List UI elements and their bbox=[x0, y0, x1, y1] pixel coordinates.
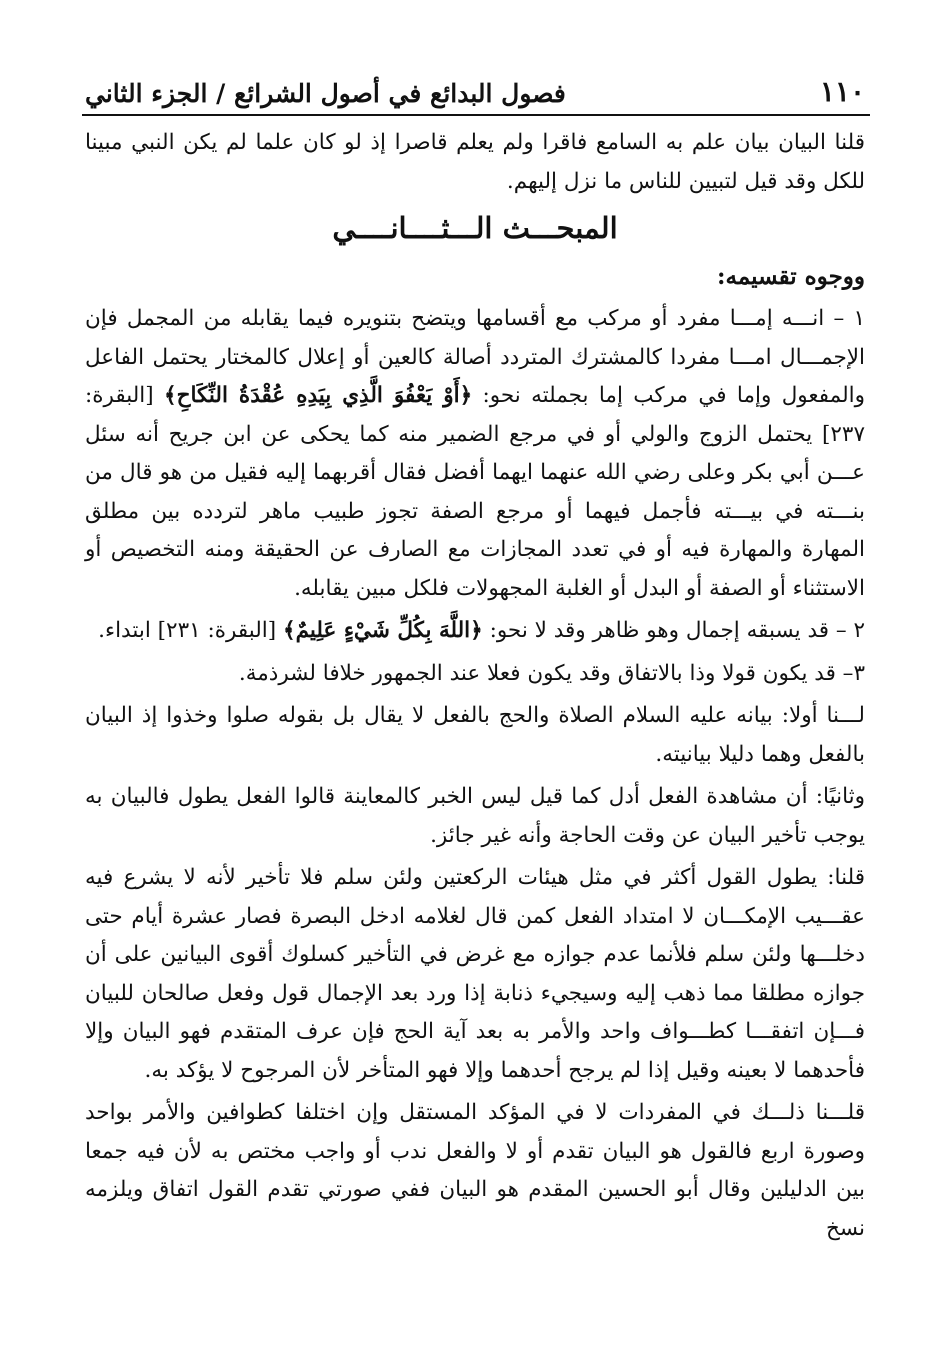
running-header bbox=[85, 58, 865, 108]
main-text bbox=[85, 124, 865, 1252]
running-title: فصول البدائع في أصول الشرائع / الجزء الثاني bbox=[85, 79, 566, 108]
quran-verse: ﴿أَوْ يَعْفُوَ الَّذِي بِيَدِهِ عُقْدَةُ النِّكَاحِ﴾ bbox=[164, 383, 473, 408]
paragraph-item-3: ٣– قد يكون قولا وذا بالاتفاق وقد يكون فعلا عند الجمهور خلافا لشرذمة. bbox=[238, 660, 865, 686]
subheading: ووجوه تقسيمه: bbox=[717, 262, 865, 290]
quran-verse: ﴿اللَّهَ بِكُلِّ شَيْءٍ عَلِيمٌ﴾ bbox=[283, 618, 483, 643]
text-run: [البقرة: ٢٣٧] يحتمل الزوج والولي أو في مرجع الضمير منه كما يحكى عن ابن جريح أنه سئل عـــن أبي بكر وعلى رضي الله عنهما ايهما أفضل فقال أقربهما إليه فقيل من هو قال من بنـــته في بيـــته فأجمل فيهما أو مرجع الصفة تجوز طبيب ماهر لتردده بين مطلق المهارة والمهارة فيه أو في تعدد المجازات مع الصارف عن الحقيقة ومنه التخصيص أو الاستثناء أو الصفة أو البدل أو الغلبة المجهولات فلكل مبين يقابله. bbox=[85, 383, 865, 601]
paragraph: قلنا البيان بيان علم به السامع فاقرا ولم يعلم قاصرا إذ لو كان علما لم يكن النبي مبينا للكل وقد قيل لتبيين للناس ما نزل إليهم. bbox=[85, 130, 865, 194]
paragraph: قلـــنا ذلـــك في المفردات لا في المؤكد المستقل وإن اختلفا كطوافين والأمر بواحد وصورة اربع فالقول هو البيان تقدم أو لا والفعل ندب أو واجب مختص به لأن فيه جمعا بين الدليلين وقال أبو الحسين المقدم هو البيان ففي صورتي تقدم القول اتفاق ويلزمه نسخ bbox=[85, 1100, 865, 1241]
paragraph-item-2 bbox=[85, 612, 865, 651]
text-run: ٢ – قد يسبقه إجمال وهو ظاهر وقد لا نحو: bbox=[482, 618, 865, 643]
paragraph: قلنا: يطول القول أكثر في مثل هيئات الركعتين ولئن سلم فلا تأخير لأنه لا يشرع فيه عقـــيب الإمكـــان لا امتداد الفعل كمن قال لغلامه ادخل البصرة فصار عشرة أيام حتى دخلـــها ولئن سلم فلأنما عدم جوازه مع غرض في التأخير كسلوك أقوى البيانين على أن جوازه مطلقا مما ذهب إليه وسيجيء ذنابة إذا ورد بعد الإجمال قول وفعل صالحان للبيان فـــإن اتفقـــا كطـــواف واحد والأمر به بعد آية الحج فإن عرف المتقدم فهو البيان وإلا فأحدهما لا بعينه وقيل إذا لم يرجح أحدهما وإلا فهو المتأخر لأن المرجوح لا يؤكد به. bbox=[85, 865, 865, 1083]
header-rule bbox=[82, 114, 870, 116]
page-number: ١١٠ bbox=[819, 75, 865, 108]
text-run: ١ – انـــه إمـــا مفرد أو مركب مع أقسامها ويتضح بتنويره فيما يقابله من المجمل فإن الإجمـــال امـــا مفردا كالمشترك المتردد أصالة كالعين أو إعلال كالمختار يحتمل الفاعل والمفعول وإما في مركب إما بجملته نحو: bbox=[85, 306, 866, 408]
paragraph-item-1 bbox=[85, 300, 865, 608]
section-title: المبحـــث الـــثــــانــــي bbox=[332, 211, 618, 245]
paragraph: لـــنا أولا: بيانه عليه السلام الصلاة والحج بالفعل لا يقال بل بقوله صلوا وخذوا إذ البيان بالفعل وهما دليلا بيانيته. bbox=[85, 703, 865, 767]
text-run: [البقرة: ٢٣١] ابتداء. bbox=[98, 618, 283, 643]
paragraph: وثانيًا: أن مشاهدة الفعل أدل كما قيل ليس الخبر كالمعاينة قالوا الفعل يطول فالبيان به يوجب تأخير البيان عن وقت الحاجة وأنه غير جائز. bbox=[85, 784, 865, 848]
